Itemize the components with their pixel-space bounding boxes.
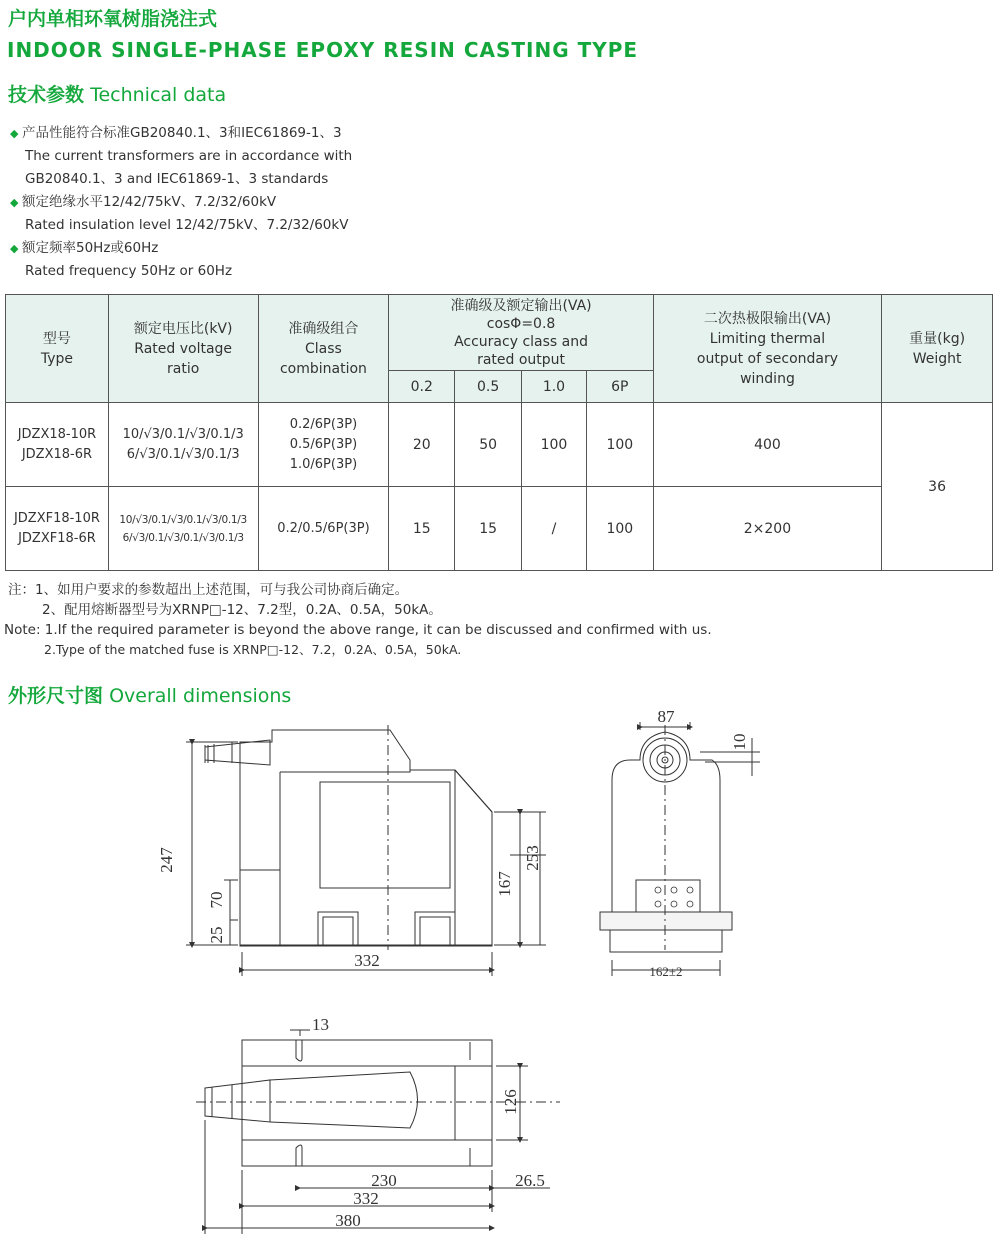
cell-v02: 15 xyxy=(389,487,455,571)
th-acc-sub: 0.5 xyxy=(455,371,522,403)
dim-70: 70 xyxy=(207,891,226,909)
th-ratio xyxy=(108,295,258,403)
table-row xyxy=(6,487,993,571)
tech-line: Rated frequency 50Hz or 60Hz xyxy=(25,263,233,279)
th-acc-sub: 0.2 xyxy=(389,371,455,403)
cell-v6p: 100 xyxy=(586,403,653,487)
cell-thermal: 2×200 xyxy=(653,487,881,571)
th-weight xyxy=(882,295,993,403)
dimension-drawings xyxy=(0,700,1000,1258)
technical-heading xyxy=(8,80,226,107)
dim-162: 162±2 xyxy=(649,964,683,979)
ratio-value: 6/√3/0.1/√3/0.1/3 xyxy=(126,446,240,462)
th-type-cn: 型号 xyxy=(42,330,71,347)
th-therm-en: Limiting thermal xyxy=(709,330,826,347)
cell-class xyxy=(258,403,389,487)
th-class-en: Class xyxy=(305,340,342,357)
dim-167: 167 xyxy=(495,871,514,897)
cell-weight: 36 xyxy=(882,403,993,571)
th-class-en: combination xyxy=(279,360,367,377)
note-line: 2.Type of the matched fuse is XRNP□-12、7.2，0.2A、0.5A，50kA. xyxy=(44,642,462,657)
th-weight-cn: 重量(kg) xyxy=(909,330,966,347)
class-value: 1.0/6P(3P) xyxy=(289,456,358,472)
tech-line: GB20840.1、3 and IEC61869-1、3 standards xyxy=(25,171,329,187)
class-value: 0.5/6P(3P) xyxy=(289,436,358,452)
title-cn: 户内单相环氧树脂浇注式 xyxy=(8,8,218,30)
diamond-bullet-icon: ◆ xyxy=(10,127,19,140)
dimensions-heading-en: Overall dimensions xyxy=(109,685,292,707)
cell-v10: / xyxy=(522,487,587,571)
th-acc-sub: 6P xyxy=(586,371,653,403)
ratio-value: 10/√3/0.1/√3/0.1/3 xyxy=(122,426,244,442)
note-line: 2、配用熔断器型号为XRNP□-12、7.2型，0.2A、0.5A，50kA。 xyxy=(42,602,442,618)
th-ratio-cn: 额定电压比(kV) xyxy=(133,320,233,337)
dim-26-5: 26.5 xyxy=(515,1171,545,1190)
cell-thermal: 400 xyxy=(653,403,881,487)
side-view-drawing xyxy=(600,722,760,976)
th-acc-cos: cosΦ=0.8 xyxy=(486,315,556,332)
th-therm-en: output of secondary xyxy=(696,350,839,367)
type-value: JDZX18-6R xyxy=(21,446,93,462)
cell-v6p: 100 xyxy=(586,487,653,571)
technical-heading-cn: 技术参数 xyxy=(8,84,85,106)
technical-list xyxy=(10,122,352,283)
th-acc-sub: 1.0 xyxy=(522,371,587,403)
cell-type xyxy=(6,487,109,571)
cell-type xyxy=(6,403,109,487)
dim-126: 126 xyxy=(501,1089,520,1115)
dim-253: 253 xyxy=(523,845,542,871)
diamond-bullet-icon: ◆ xyxy=(10,242,19,255)
cell-v05: 50 xyxy=(455,403,522,487)
dimensions-heading-cn: 外形尺寸图 xyxy=(8,685,104,707)
dim-332: 332 xyxy=(354,951,380,970)
technical-heading-en: Technical data xyxy=(90,84,227,106)
th-accuracy xyxy=(389,295,653,371)
dim-247: 247 xyxy=(157,847,176,873)
cell-class xyxy=(258,487,389,571)
tech-line: 额定绝缘水平12/42/75kV、7.2/32/60kV xyxy=(22,194,277,210)
th-ratio-en: ratio xyxy=(167,360,200,377)
cell-v05: 15 xyxy=(455,487,522,571)
th-acc-en: Accuracy class and xyxy=(454,333,588,350)
title-en: INDOOR SINGLE-PHASE EPOXY RESIN CASTING TYPE xyxy=(7,38,639,62)
th-thermal xyxy=(653,295,881,403)
th-class xyxy=(258,295,389,403)
ratio-value: 10/√3/0.1/√3/0.1/√3/0.1/3 xyxy=(119,513,247,526)
notes xyxy=(4,580,712,660)
cell-v02: 20 xyxy=(389,403,455,487)
dim-87: 87 xyxy=(657,707,675,726)
type-value: JDZXF18-6R xyxy=(18,530,96,546)
note-line: 注：1、如用户要求的参数超出上述范围，可与我公司协商后确定。 xyxy=(8,582,409,598)
th-type xyxy=(6,295,109,403)
tech-line: 额定频率50Hz或60Hz xyxy=(22,240,159,256)
th-therm-cn: 二次热极限输出(VA) xyxy=(703,310,832,327)
th-acc-cn: 准确级及额定输出(VA) xyxy=(450,297,592,314)
front-view-drawing xyxy=(186,725,546,976)
dim-332-plan: 332 xyxy=(353,1189,379,1208)
dim-10: 10 xyxy=(730,733,749,751)
th-weight-en: Weight xyxy=(912,350,962,367)
class-value: 0.2/6P(3P) xyxy=(289,416,358,432)
dim-380: 380 xyxy=(335,1211,361,1230)
dim-25: 25 xyxy=(207,926,226,944)
class-value: 0.2/0.5/6P(3P) xyxy=(277,520,370,536)
th-acc-en: rated output xyxy=(477,351,566,368)
th-class-cn: 准确级组合 xyxy=(288,320,359,337)
dim-13: 13 xyxy=(312,1015,329,1034)
th-therm-en: winding xyxy=(740,370,795,387)
tech-line: 产品性能符合标准GB20840.1、3和IEC61869-1、3 xyxy=(22,125,342,141)
dim-230: 230 xyxy=(371,1171,397,1190)
spec-table xyxy=(5,294,993,571)
th-ratio-en: Rated voltage xyxy=(134,340,233,357)
ratio-value: 6/√3/0.1/√3/0.1/√3/0.1/3 xyxy=(122,531,244,544)
type-value: JDZXF18-10R xyxy=(13,510,100,526)
cell-ratio xyxy=(108,487,258,571)
table-row xyxy=(6,403,993,487)
th-type-en: Type xyxy=(40,350,73,367)
tech-line: The current transformers are in accordance with xyxy=(25,148,353,164)
note-line: Note: 1.If the required parameter is beyond the above range, it can be discussed and confirmed with us. xyxy=(4,622,712,638)
tech-line: Rated insulation level 12/42/75kV、7.2/32/60kV xyxy=(25,217,349,233)
cell-ratio xyxy=(108,403,258,487)
diamond-bullet-icon: ◆ xyxy=(10,196,19,209)
cell-v10: 100 xyxy=(522,403,587,487)
type-value: JDZX18-10R xyxy=(17,426,97,442)
